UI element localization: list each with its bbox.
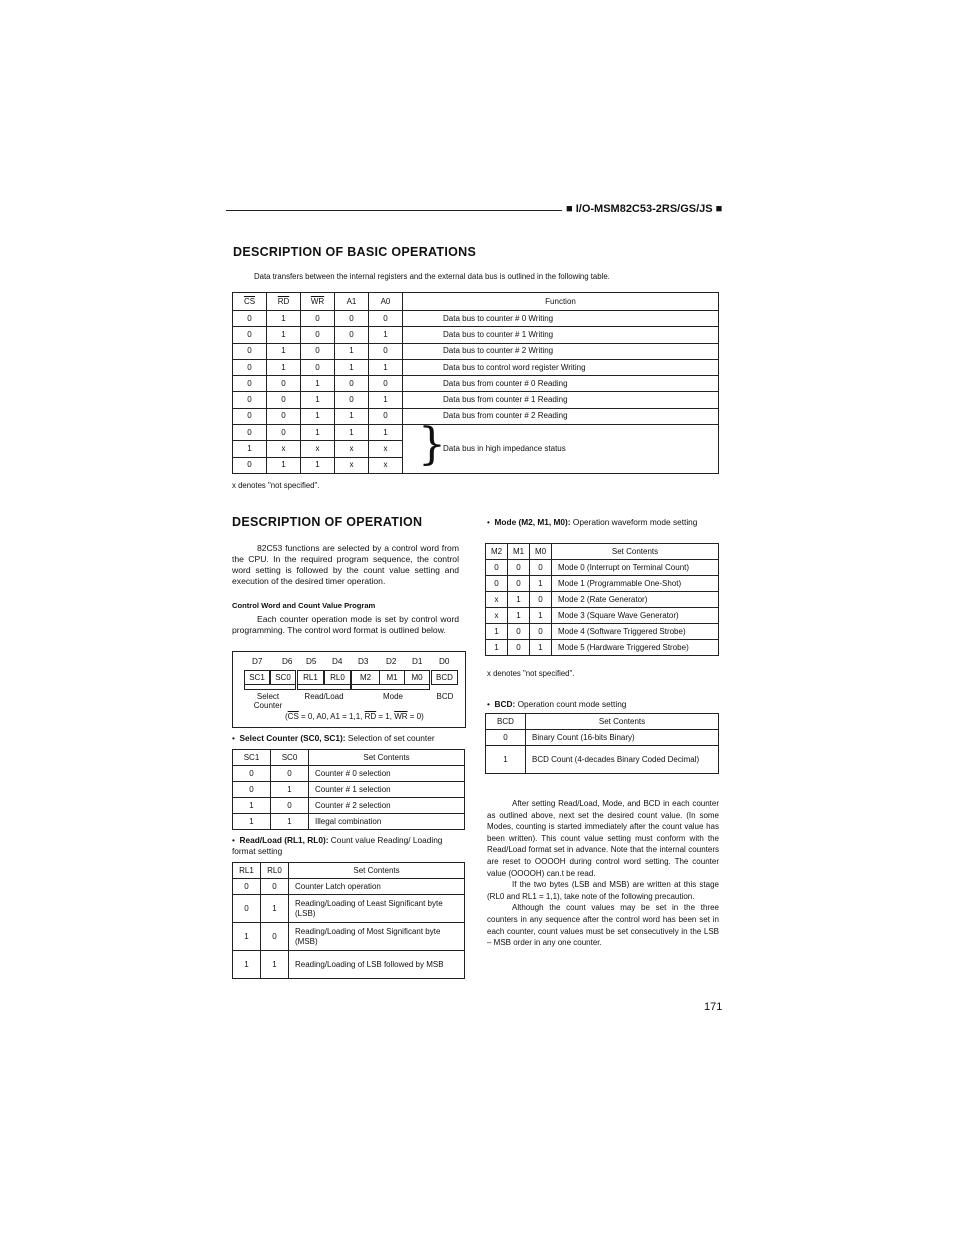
table-cell: 1: [369, 359, 403, 375]
table-cell: 0: [369, 311, 403, 327]
header-rule: [226, 210, 562, 211]
column-header: M1: [508, 544, 530, 560]
contents-cell: Counter # 1 selection: [309, 782, 465, 798]
page-number: 171: [704, 1001, 723, 1013]
select-counter-table: [232, 749, 465, 830]
table-row: [233, 392, 719, 408]
table-cell: 0: [486, 730, 526, 746]
table-cell: 1: [267, 327, 301, 343]
header-title: ■ I/O-MSM82C53-2RS/GS/JS ■: [566, 203, 723, 215]
table-cell: 1: [508, 608, 530, 624]
bracket-mode: [351, 685, 430, 690]
bit-d7: D7: [252, 657, 263, 666]
table-cell: 0: [233, 392, 267, 408]
table-cell: 1: [267, 343, 301, 359]
table-cell: 0: [233, 879, 261, 895]
table-cell: 0: [233, 895, 261, 923]
table-cell: 1: [369, 392, 403, 408]
table-cell: x: [369, 441, 403, 457]
table-cell: 1: [508, 592, 530, 608]
table-cell: 1: [301, 376, 335, 392]
table-cell: 1: [530, 576, 552, 592]
basic-heading: DESCRIPTION OF BASIC OPERATIONS: [233, 245, 477, 259]
table-cell: 1: [335, 343, 369, 359]
table-cell: 0: [508, 624, 530, 640]
table-cell: 1: [335, 359, 369, 375]
col-function: Function: [403, 293, 719, 311]
table-row: [486, 608, 719, 624]
table-cell: 0: [486, 576, 508, 592]
table-cell: 1: [530, 640, 552, 656]
table-row: [486, 730, 719, 746]
table-cell: 1: [233, 814, 271, 830]
bit-d6: D6: [282, 657, 293, 666]
table-cell: 1: [261, 951, 289, 979]
table-cell: 1: [301, 457, 335, 473]
contents-cell: Mode 1 (Programmable One-Shot): [552, 576, 719, 592]
table-cell: x: [301, 441, 335, 457]
column-header: RL0: [261, 863, 289, 879]
table-cell: 0: [301, 327, 335, 343]
table-cell: x: [335, 441, 369, 457]
table-row: [233, 814, 465, 830]
table-cell: 0: [233, 766, 271, 782]
table-cell: 1: [301, 392, 335, 408]
basic-intro: Data transfers between the internal registers and the external data bus is outlined in the following table.: [254, 272, 610, 281]
contents-cell: BCD Count (4-decades Binary Coded Decimal): [526, 746, 719, 774]
table-row: [233, 923, 465, 951]
table-cell: 0: [261, 923, 289, 951]
function-cell: Data bus from counter # 1 Reading: [403, 392, 719, 408]
table-cell: 1: [301, 408, 335, 424]
bit-d4: D4: [332, 657, 343, 666]
table-cell: 1: [335, 425, 369, 441]
table-cell: 1: [301, 425, 335, 441]
field-m0: M0: [404, 670, 430, 685]
table-cell: 0: [233, 457, 267, 473]
table-row: [233, 343, 719, 359]
table-cell: 0: [267, 425, 301, 441]
table-cell: 0: [335, 327, 369, 343]
field-rl0: RL0: [324, 670, 351, 685]
contents-cell: Reading/Loading of LSB followed by MSB: [289, 951, 465, 979]
cw-text: Each counter operation mode is set by control word programming. The control word format is outlined below.: [232, 614, 459, 635]
col-wr: $\overline{WR}$: [301, 293, 335, 311]
column-header: Set Contents: [552, 544, 719, 560]
column-header: M0: [530, 544, 552, 560]
table-cell: x: [267, 441, 301, 457]
table-cell: 0: [233, 359, 267, 375]
col-a0: A0: [369, 293, 403, 311]
bracket-select: [244, 685, 296, 690]
read-load-table: [232, 862, 465, 979]
header-row: [233, 750, 465, 766]
table-cell: 0: [233, 343, 267, 359]
field-sc1: SC1: [244, 670, 270, 685]
function-cell: Data bus to counter # 1 Writing: [403, 327, 719, 343]
table-cell: 0: [271, 798, 309, 814]
table-cell: 1: [271, 814, 309, 830]
field-sc0: SC0: [270, 670, 296, 685]
table-cell: 0: [369, 376, 403, 392]
table-cell: 0: [530, 624, 552, 640]
table-cell: 1: [369, 425, 403, 441]
header-row: [233, 863, 465, 879]
table-row: [233, 879, 465, 895]
table-cell: 0: [530, 592, 552, 608]
column-header: SC1: [233, 750, 271, 766]
table-cell: 1: [271, 782, 309, 798]
column-header: RL1: [233, 863, 261, 879]
table-cell: 1: [486, 640, 508, 656]
table-cell: x: [335, 457, 369, 473]
table-cell: 0: [261, 879, 289, 895]
table-cell: 1: [267, 359, 301, 375]
function-cell: Data bus to control word register Writing: [403, 359, 719, 375]
function-cell-merged: Data bus in high impedance status: [403, 425, 719, 474]
table-row: [486, 746, 719, 774]
table-cell: 1: [261, 895, 289, 923]
table-cell: 0: [233, 782, 271, 798]
mode-note: x denotes "not specified".: [487, 669, 575, 678]
table-cell: 0: [301, 359, 335, 375]
bit-d1: D1: [412, 657, 423, 666]
table-cell: 0: [301, 311, 335, 327]
bit-d5: D5: [306, 657, 317, 666]
bit-d0: D0: [439, 657, 450, 666]
brace-icon: }: [418, 419, 446, 470]
table-cell: 0: [233, 376, 267, 392]
operation-intro: 82C53 functions are selected by a control word from the CPU. In the required program sequence, the control word setting is followed by the count value setting and execution of the desired timer operation.: [232, 543, 459, 586]
column-header: SC0: [271, 750, 309, 766]
table-row: [233, 408, 719, 424]
col-rd: $\overline{RD}$: [267, 293, 301, 311]
table-cell: 0: [335, 392, 369, 408]
table-cell: 0: [508, 640, 530, 656]
table-cell: 1: [335, 408, 369, 424]
field-m2: M2: [351, 670, 380, 685]
table-cell: 1: [369, 327, 403, 343]
function-cell: Data bus from counter # 0 Reading: [403, 376, 719, 392]
table-row: [486, 592, 719, 608]
header-row: [486, 544, 719, 560]
label-read-load: Read/Load: [304, 692, 344, 701]
header-row: [486, 714, 719, 730]
read-load-caption: • Read/Load (RL1, RL0): Count value Reading/ Loading format setting: [232, 835, 443, 856]
table-row: [233, 327, 719, 343]
table-cell: 0: [267, 392, 301, 408]
table-cell: 1: [267, 311, 301, 327]
field-bcd: BCD: [431, 670, 458, 685]
select-counter-caption: • Select Counter (SC0, SC1): Selection of set counter: [232, 733, 435, 743]
control-word-format: [232, 651, 466, 728]
bcd-table: [485, 713, 719, 774]
table-cell: 0: [301, 343, 335, 359]
table-cell: 0: [369, 343, 403, 359]
table-row: [233, 782, 465, 798]
table-row: [233, 425, 719, 441]
table-cell: 0: [233, 327, 267, 343]
table-cell: 0: [486, 560, 508, 576]
contents-cell: Mode 3 (Square Wave Generator): [552, 608, 719, 624]
column-header: Set Contents: [289, 863, 465, 879]
bracket-readload: [297, 685, 351, 690]
table-cell: x: [486, 592, 508, 608]
table-row: [486, 640, 719, 656]
function-cell: Data bus from counter # 2 Reading: [403, 408, 719, 424]
table-row: [233, 311, 719, 327]
field-m1: M1: [379, 670, 405, 685]
function-cell: Data bus to counter # 0 Writing: [403, 311, 719, 327]
table-row: [233, 895, 465, 923]
table-cell: 1: [233, 951, 261, 979]
after-setting-text: After setting Read/Load, Mode, and BCD in each counter as outlined above, next set the desired count value. (In some Modes, counting is started immediately after the count value has been written). This count value setting must conform with the Read/Load format set in advance. Note that the internal counters are reset to OOOOH during control word setting. The counter value (OOOOH) can.t be read. If the two bytes (LSB and MSB) are written at this stage (RL0 and RL1 = 1,1), take note of the following precaution. Although the count values may be set in the three counters in any sequence after the control word has been set in each counter, count values must be set consecutively in the LSB – MSB order in any one counter.: [487, 799, 719, 948]
contents-cell: Mode 2 (Rate Generator): [552, 592, 719, 608]
table-cell: 1: [486, 624, 508, 640]
column-header: M2: [486, 544, 508, 560]
table-cell: 0: [369, 408, 403, 424]
table-cell: 0: [233, 311, 267, 327]
table-row: [233, 376, 719, 392]
table-cell: x: [369, 457, 403, 473]
table-cell: 0: [335, 376, 369, 392]
table-cell: 1: [530, 608, 552, 624]
table-cell: x: [486, 608, 508, 624]
table-row: [486, 576, 719, 592]
cw-condition: ($\overline{CS} = 0$, A0, A1 = 1,1, $\overline{RD} = 1$, $\overline{WR} = 0$): [285, 712, 424, 721]
table-cell: 0: [267, 408, 301, 424]
contents-cell: Counter # 2 selection: [309, 798, 465, 814]
contents-cell: Reading/Loading of Least Significant byte (LSB): [289, 895, 465, 923]
table-cell: 1: [233, 923, 261, 951]
table-cell: 0: [267, 376, 301, 392]
contents-cell: Mode 5 (Hardware Triggered Strobe): [552, 640, 719, 656]
bit-d2: D2: [386, 657, 397, 666]
table-row: [233, 951, 465, 979]
contents-cell: Illegal combination: [309, 814, 465, 830]
label-mode: Mode: [382, 692, 403, 701]
basic-note: x denotes "not specified".: [232, 481, 320, 490]
column-header: BCD: [486, 714, 526, 730]
table-row: [233, 798, 465, 814]
field-rl1: RL1: [297, 670, 324, 685]
col-a1: A1: [335, 293, 369, 311]
label-select-counter: Select Counter: [253, 692, 283, 710]
table-cell: 0: [508, 576, 530, 592]
table-cell: 0: [530, 560, 552, 576]
function-cell: Data bus to counter # 2 Writing: [403, 343, 719, 359]
contents-cell: Mode 4 (Software Triggered Strobe): [552, 624, 719, 640]
table-cell: 1: [233, 441, 267, 457]
table-cell: 1: [233, 798, 271, 814]
column-header: Set Contents: [309, 750, 465, 766]
contents-cell: Counter # 0 selection: [309, 766, 465, 782]
table-cell: 0: [335, 311, 369, 327]
table-row: [233, 766, 465, 782]
mode-caption: • Mode (M2, M1, M0): Operation waveform mode setting: [487, 517, 698, 527]
col-cs: $\overline{CS}$: [233, 293, 267, 311]
table-cell: 0: [233, 408, 267, 424]
contents-cell: Binary Count (16-bits Binary): [526, 730, 719, 746]
table-cell: 0: [271, 766, 309, 782]
mode-table: [485, 543, 719, 656]
table-cell: 0: [233, 425, 267, 441]
table-row: [486, 560, 719, 576]
operation-heading: DESCRIPTION OF OPERATION: [232, 515, 423, 529]
table-cell: 0: [508, 560, 530, 576]
label-bcd: BCD: [436, 692, 454, 701]
contents-cell: Reading/Loading of Most Significant byte (MSB): [289, 923, 465, 951]
contents-cell: Mode 0 (Interrupt on Terminal Count): [552, 560, 719, 576]
table-cell: 1: [486, 746, 526, 774]
table-row: [233, 359, 719, 375]
table-cell: 1: [267, 457, 301, 473]
column-header: Set Contents: [526, 714, 719, 730]
contents-cell: Counter Latch operation: [289, 879, 465, 895]
cw-heading: Control Word and Count Value Program: [232, 601, 376, 610]
basic-operations-table: [232, 292, 719, 474]
table-row: [486, 624, 719, 640]
bit-d3: D3: [358, 657, 369, 666]
bcd-caption: • BCD: Operation count mode setting: [487, 699, 627, 709]
